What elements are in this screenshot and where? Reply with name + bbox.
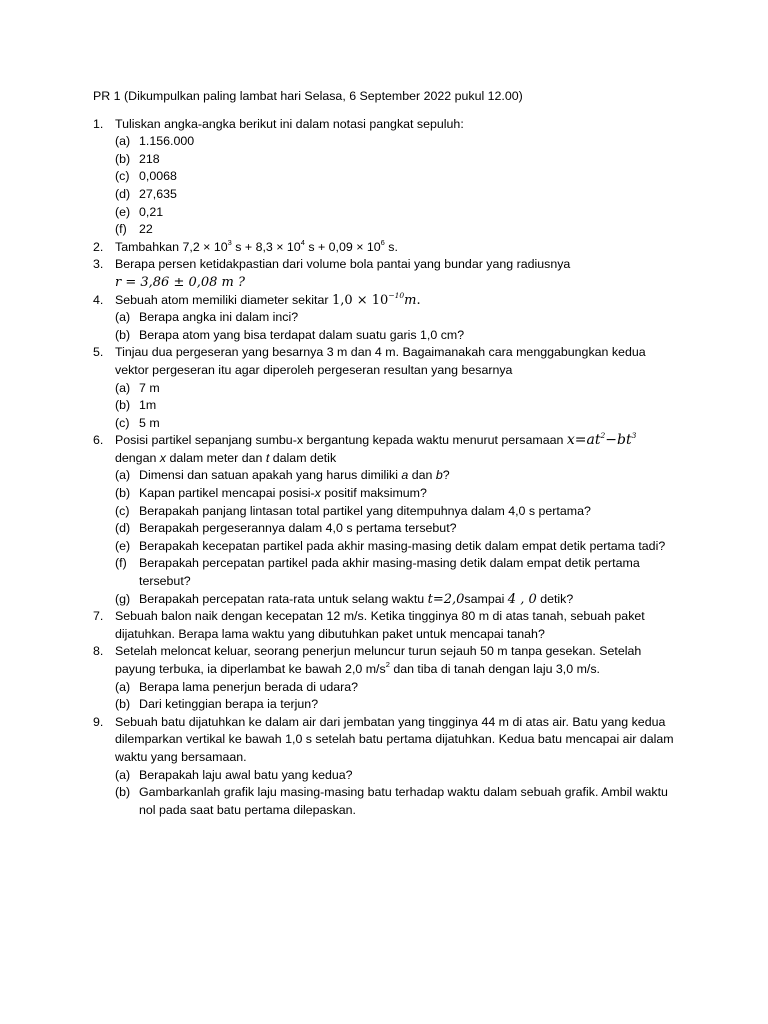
question-8 (93, 643, 678, 713)
formula-time-end: 4 , 0 (507, 591, 537, 607)
formula-radius: r = 3,86 ± 0,08 m ? (115, 274, 245, 290)
question-text: Tinjau dua pergeseran yang besarnya 3 m dan 4 m. Bagaimanakah cara menggabungkan kedua vektor pergeseran itu agar diperoleh pergeseran resultan yang besarnya (115, 345, 646, 377)
question-9 (93, 714, 678, 820)
question-number: 2. (93, 239, 104, 254)
list-item: (e) 0,21 (115, 204, 164, 219)
question-3 (93, 256, 678, 291)
list-item: (b) Berapa atom yang bisa terdapat dalam suatu garis 1,0 cm? (115, 327, 465, 342)
question-number: 3. (93, 257, 104, 272)
question-text: Sebuah atom memiliki diameter sekitar $1,0 \times 10^{-10}m$. (115, 290, 421, 308)
question-text: Tambahkan $7,2 \times 10^3$ $s + 8,3 \times 10^4$ $s + 0,09 \times 10^6$ s. (115, 237, 398, 254)
list-item: (b) Dari ketinggian berapa ia terjun? (115, 697, 319, 712)
question-text: Tuliskan angka-angka berikut ini dalam notasi pangkat sepuluh: (115, 116, 464, 131)
list-item: (a) Berapa angka ini dalam inci? (115, 310, 299, 325)
list-item: (a) 1.156.000 (115, 134, 195, 149)
formula-time-start: t=2,0 (427, 591, 465, 607)
list-item: (c) Berapakah panjang lintasan total partikel yang ditempuhnya dalam 4,0 s pertama? (115, 503, 591, 518)
list-item: (c) 5 m (115, 415, 160, 430)
list-item: (a) Berapakah laju awal batu yang kedua? (115, 767, 353, 782)
question-number: 8. (93, 644, 104, 659)
question-text: Posisi partikel sepanjang sumbu-x bergantung kepada waktu menurut persamaan $x=at^2-bt^3$ (115, 431, 637, 449)
formula-diameter: $1,0 \times 10^{-10}m$. (331, 290, 421, 308)
question-text: Berapa persen ketidakpastian dari volume bola pantai yang bundar yang radiusnya (115, 257, 571, 272)
question-text-line2: dengan x dalam meter dan t dalam detik (115, 450, 337, 465)
list-item: (e) Berapakah kecepatan partikel pada akhir masing-masing detik dalam empat detik pertama tadi? (115, 538, 666, 553)
list-item: (c) 0,0068 (115, 169, 177, 184)
list-item: (f) Berapakah percepatan partikel pada akhir masing-masing detik dalam empat detik pertama tersebut? (115, 556, 640, 589)
question-number: 5. (93, 345, 104, 360)
question-text: Sebuah balon naik dengan kecepatan 12 m/s. Ketika tingginya 80 m di atas tanah, sebuah paket dijatuhkan. Berapa lama waktu yang dibutuhkan paket untuk mencapai tanah? (115, 609, 645, 641)
list-item: (b) 1m (115, 398, 157, 413)
formula-position: $x=at^2-bt^3$ (566, 431, 637, 449)
question-2 (93, 239, 678, 257)
list-item: (g) Berapakah percepatan rata-rata untuk selang waktu t=2,0sampai 4 , 0 detik? (115, 591, 574, 607)
question-text: Sebuah batu dijatuhkan ke dalam air dari jembatan yang tingginya 44 m di atas air. Batu yang kedua dilemparkan vertikal ke bawah 1,0 s setelah batu pertama dijatuhkan. Kedua batu mencapai air dalam waktu yang bersamaan. (115, 714, 674, 764)
list-item: (d) Berapakah pergeserannya dalam 4,0 s pertama tersebut? (115, 521, 457, 536)
question-text: Setelah meloncat keluar, seorang penerjun meluncur turun sejauh 50 m tanpa gesekan. Setelah payung terbuka, ia diperlambat ke bawah 2,0 $m/s^2$ dan tiba di tanah dengan laju 3,0 m/s. (115, 644, 642, 676)
question-number: 7. (93, 609, 104, 624)
question-1 (93, 116, 678, 239)
question-7 (93, 608, 678, 643)
question-5 (93, 344, 678, 432)
question-number: 6. (93, 433, 104, 448)
list-item: (b) Gambarkanlah grafik laju masing-masing batu terhadap waktu dalam sebuah grafik. Ambil waktu nol pada saat batu pertama dilepaskan. (115, 785, 668, 817)
page-title: PR 1 (Dikumpulkan paling lambat hari Selasa, 6 September 2022 pukul 12.00) (93, 89, 523, 103)
list-item: (f) 22 (115, 222, 153, 237)
question-number: 1. (93, 116, 104, 131)
list-item: (a) 7 m (115, 380, 160, 395)
list-item: (b) 218 (115, 151, 160, 166)
question-4 (93, 292, 678, 345)
list-item: (a) Berapa lama penerjun berada di udara? (115, 679, 359, 694)
question-6 (93, 432, 678, 608)
question-number: 9. (93, 714, 104, 729)
list-item: (b) Kapan partikel mencapai posisi-x positif maksimum? (115, 486, 427, 501)
list-item: (d) 27,635 (115, 186, 177, 201)
list-item: (a) Dimensi dan satuan apakah yang harus dimiliki a dan b? (115, 468, 450, 483)
question-number: 4. (93, 292, 104, 307)
